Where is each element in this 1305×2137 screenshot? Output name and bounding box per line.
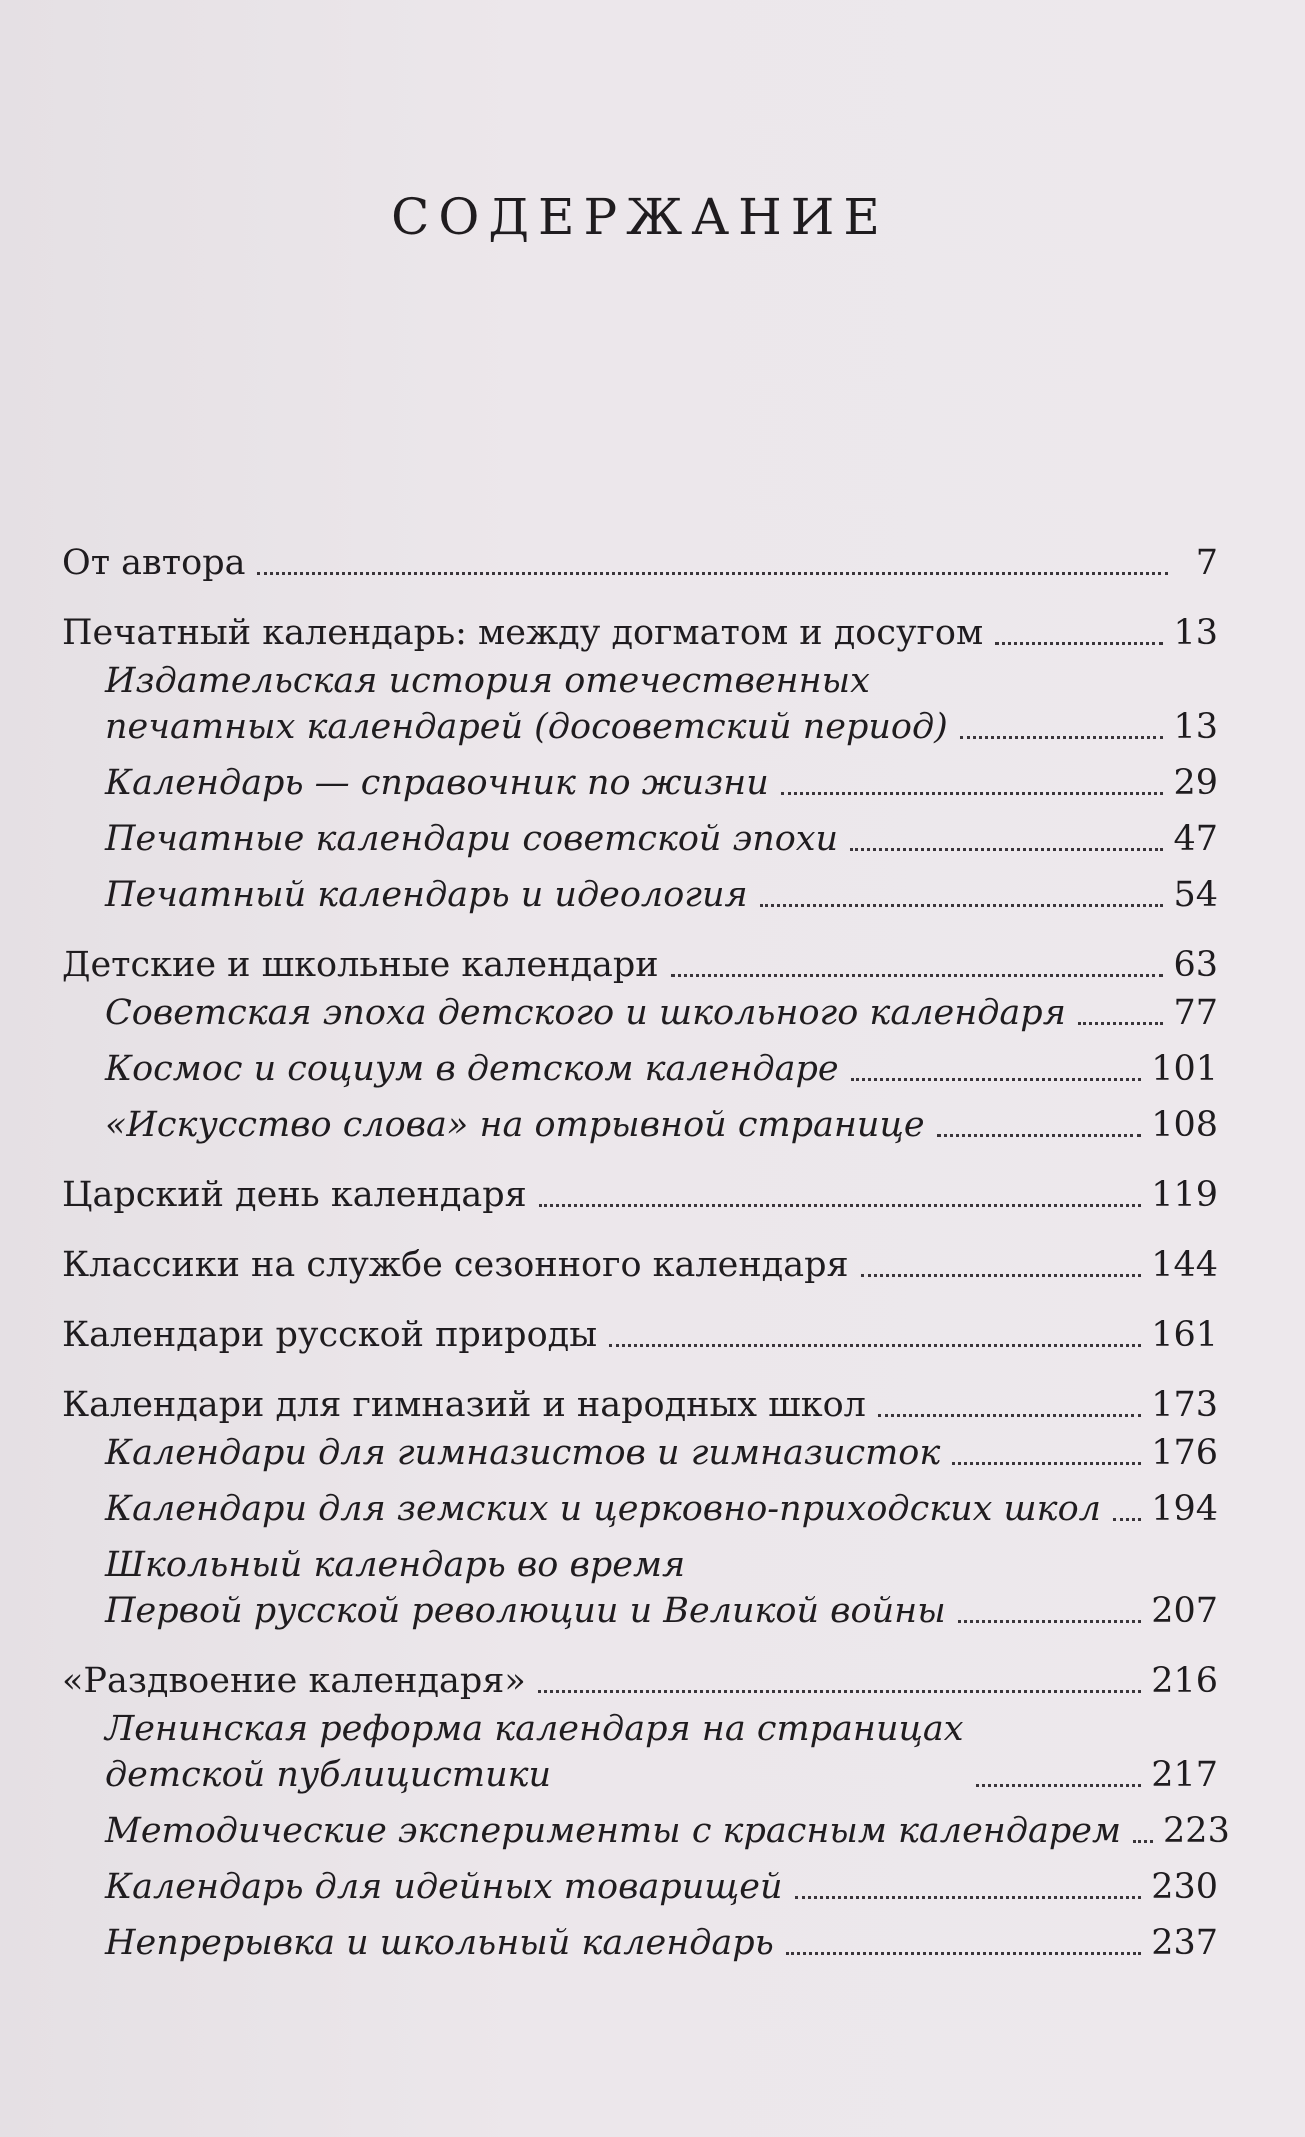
toc-page-number: 7: [1195, 543, 1218, 583]
dot-leader: [539, 1204, 1141, 1207]
toc-entry-title: Детские и школьные календари: [62, 945, 659, 985]
toc-chapter-entry: [62, 942, 1218, 988]
toc-chapter-entry: [62, 1312, 1218, 1358]
toc-subsection-entry: [62, 872, 1218, 918]
toc-subsection-entry: [62, 760, 1218, 806]
dot-leader: [850, 848, 1163, 851]
toc-subsection-entry: [62, 1864, 1218, 1910]
toc-subsection-entry: [62, 816, 1218, 862]
dot-leader: [1078, 1022, 1164, 1025]
toc-chapter-entry: [62, 1658, 1218, 1704]
toc-page-number: 237: [1151, 1923, 1218, 1963]
toc-page-number: 194: [1151, 1489, 1218, 1529]
toc-entry-title: Печатные календари советской эпохи: [105, 819, 839, 859]
toc-entry-title: Календарь для идейных товарищей: [105, 1867, 783, 1907]
dot-leader: [861, 1274, 1142, 1277]
toc-subsection-entry: [62, 1808, 1230, 1854]
dot-leader: [760, 904, 1164, 907]
toc-chapter-entry: [62, 1172, 1218, 1218]
dot-leader: [786, 1952, 1141, 1955]
toc-entry-title: Школьный календарь во время Первой русской революции и Великой войны: [105, 1545, 946, 1631]
toc-page-number: 29: [1173, 763, 1218, 803]
toc-page-number: 13: [1173, 613, 1218, 653]
dot-leader: [995, 642, 1163, 645]
dot-leader: [952, 1462, 1141, 1465]
toc-page-number: 101: [1151, 1049, 1218, 1089]
toc-entry-title: Календарь — справочник по жизни: [105, 763, 769, 803]
toc-entry-title: Календари для гимназий и народных школ: [62, 1385, 866, 1425]
toc-entry-title: Печатный календарь: между догматом и досугом: [62, 613, 984, 653]
toc-entry-title: Непрерывка и школьный календарь: [105, 1923, 774, 1963]
toc-page-number: 207: [1151, 1591, 1218, 1631]
toc-subsection-entry: [62, 1102, 1218, 1148]
toc-page-number: 230: [1151, 1867, 1218, 1907]
toc-page-number: 161: [1151, 1315, 1218, 1355]
toc-page-number: 63: [1173, 945, 1218, 985]
toc-page-number: 119: [1151, 1175, 1218, 1215]
toc-entry-title: Космос и социум в детском календаре: [105, 1049, 839, 1089]
toc-page-number: 108: [1151, 1105, 1218, 1145]
dot-leader: [1113, 1518, 1141, 1521]
dot-leader: [781, 792, 1164, 795]
dot-leader: [958, 1620, 1141, 1623]
toc-entry-title: Календари для земских и церковно-приходских школ: [105, 1489, 1101, 1529]
toc-entry-title: Издательская история отечественных печатных календарей (досоветский период): [105, 661, 948, 747]
toc-chapter-entry: [62, 1242, 1218, 1288]
dot-leader: [671, 974, 1164, 977]
toc-page-number: 13: [1173, 707, 1218, 747]
toc-subsection-entry: [62, 1486, 1218, 1532]
toc-subsection-entry: [62, 658, 1218, 750]
table-of-contents: [62, 540, 1230, 1966]
toc-entry-title: Печатный календарь и идеология: [105, 875, 748, 915]
toc-page-number: 216: [1151, 1661, 1218, 1701]
toc-page-number: 223: [1163, 1811, 1230, 1851]
toc-subsection-entry: [62, 1706, 1218, 1798]
toc-page-number: 176: [1151, 1433, 1218, 1473]
toc-subsection-entry: [62, 1542, 1218, 1634]
toc-subsection-entry: [62, 1046, 1218, 1092]
toc-page-number: 217: [1151, 1755, 1218, 1795]
toc-entry-title: Советская эпоха детского и школьного календаря: [105, 993, 1066, 1033]
dot-leader: [878, 1414, 1141, 1417]
toc-entry-title: Календари для гимназистов и гимназисток: [105, 1433, 941, 1473]
toc-page-number: 144: [1151, 1245, 1218, 1285]
dot-leader: [257, 572, 1168, 575]
toc-chapter-entry: [62, 1382, 1218, 1428]
toc-entry-title: «Искусство слова» на отрывной странице: [105, 1105, 925, 1145]
toc-entry-title: Ленинская реформа календаря на страницах детской публицистики: [105, 1709, 964, 1795]
toc-chapter-entry: [62, 610, 1218, 656]
toc-subsection-entry: [62, 1430, 1218, 1476]
toc-page-number: 47: [1173, 819, 1218, 859]
page-title: СОДЕРЖАНИЕ: [391, 188, 889, 246]
dot-leader: [960, 736, 1164, 739]
toc-page-number: 54: [1173, 875, 1218, 915]
dot-leader: [851, 1078, 1142, 1081]
toc-entry-title: Методические эксперименты с красным календарем: [105, 1811, 1122, 1851]
toc-entry-title: «Раздвоение календаря»: [62, 1661, 526, 1701]
dot-leader: [795, 1896, 1142, 1899]
dot-leader: [937, 1134, 1142, 1137]
toc-chapter-entry: [62, 540, 1218, 586]
toc-entry-title: От автора: [62, 543, 246, 583]
toc-entry-title: Календари русской природы: [62, 1315, 598, 1355]
dot-leader: [976, 1784, 1142, 1787]
toc-entry-title: Классики на службе сезонного календаря: [62, 1245, 849, 1285]
toc-subsection-entry: [62, 1920, 1218, 1966]
toc-entry-title: Царский день календаря: [62, 1175, 527, 1215]
dot-leader: [1133, 1840, 1153, 1843]
toc-page-number: 173: [1151, 1385, 1218, 1425]
dot-leader: [538, 1690, 1141, 1693]
dot-leader: [609, 1344, 1141, 1347]
toc-subsection-entry: [62, 990, 1218, 1036]
toc-page-number: 77: [1173, 993, 1218, 1033]
